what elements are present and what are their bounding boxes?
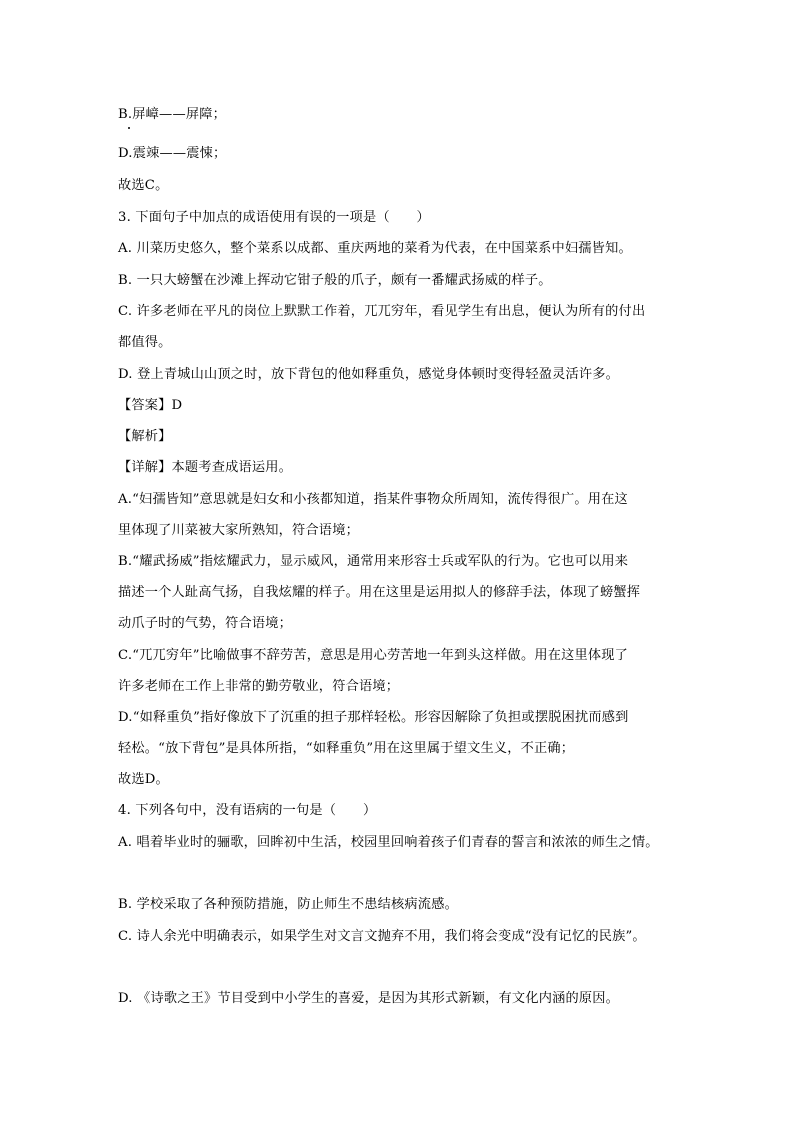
question-4-option-d: D. 《诗歌之王》节目受到中小学生的喜爱，是因为其形式新颖，有文化内涵的原因。 [118, 991, 620, 1006]
text-line: B.“耀武扬威”指炫耀武力，显示威风，通常用来形容士兵或军队的行为。它也可以用来 [118, 554, 629, 569]
text-line: C.“兀兀穷年”比喻做事不辞劳苦，意思是用心劳苦地一年到头这样做。用在这里体现了 [118, 648, 629, 663]
text-line: 故选C。 [118, 178, 169, 193]
text-line: A.“妇孺皆知”意思就是妇女和小孩都知道，指某件事物众所周知，流传得很广。用在这 [118, 492, 628, 507]
question-3-option-b: B. 一只大螃蟹在沙滩上挥动它钳子般的爪子，颇有一番耀武扬威的样子。 [118, 273, 552, 288]
question-3-option-c: C. 许多老师在平凡的岗位上默默工作着，兀兀穷年，看见学生有出息，便认为所有的付出 [118, 304, 646, 319]
question-4-stem: 4. 下列各句中，没有语病的一句是（ ） [118, 803, 377, 818]
question-4-option-a: A. 唱着毕业时的骊歌，回眸初中生活，校园里回响着孩子们青春的誓言和浓浓的师生之情。 [118, 835, 659, 850]
text-line: 描述一个人趾高气扬，自我炫耀的样子。用在这里是运用拟人的修辞手法，体现了螃蟹挥 [118, 585, 641, 600]
question-3-stem: 3. 下面句子中加点的成语使用有误的一项是（ ） [118, 210, 430, 225]
question-3-option-d: D. 登上青城山山顶之时，放下背包的他如释重负，感觉身体顿时变得轻盈灵活许多。 [118, 367, 620, 382]
question-3-option-a: A. 川菜历史悠久，整个菜系以成都、重庆两地的菜肴为代表，在中国菜系中妇孺皆知。 [118, 241, 632, 256]
text-line: 故选D。 [118, 772, 169, 787]
analysis-label: 【解析】 [118, 429, 172, 444]
text-line: D.震竦——震悚； [118, 146, 227, 161]
text-line: 都值得。 [118, 335, 172, 350]
text-line: D.“如释重负”指好像放下了沉重的担子那样轻松。形容因解除了负担或摆脱困扰而感到 [118, 710, 629, 725]
text-line: 许多老师在工作上非常的勤劳敬业，符合语境； [118, 679, 400, 694]
text-line: B.屏嶂——屏障； [118, 107, 226, 122]
text-line: 动爪子时的气势，符合语境； [118, 616, 293, 631]
text-line: 里体现了川菜被大家所熟知，符合语境； [118, 523, 359, 538]
answer-label: 【答案】D [118, 398, 183, 413]
question-4-option-c: C. 诗人余光中明确表示，如果学生对文言文抛弃不用，我们将会变成“没有记忆的民族”。 [118, 929, 646, 944]
question-4-option-b: B. 学校采取了各种预防措施，防止师生不患结核病流感。 [118, 897, 458, 912]
text-line: 轻松。“放下背包”是具体所指，“如释重负”用在这里属于望文生义，不正确； [118, 741, 575, 756]
detail-label: 【详解】本题考查成语运用。 [118, 460, 293, 475]
emphasis-dot [128, 127, 130, 129]
